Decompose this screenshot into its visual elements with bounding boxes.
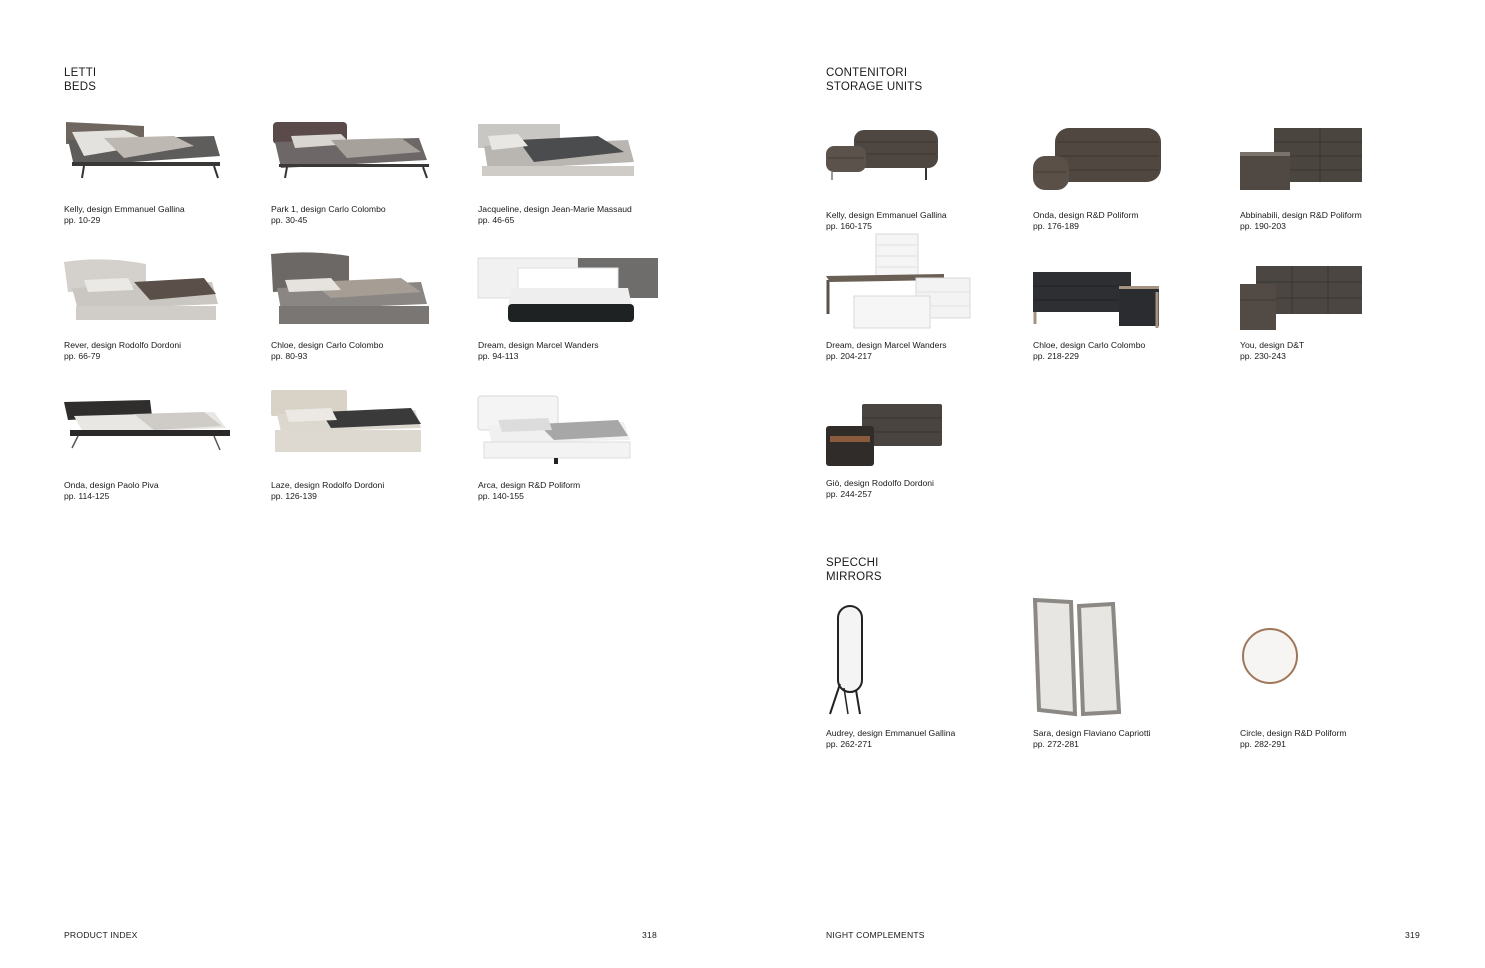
- product-pages: pp. 10-29: [64, 215, 101, 225]
- product-name: Sara, design Flaviano Capriotti: [1033, 728, 1151, 738]
- dresser-icon: [826, 234, 1016, 300]
- storage-title-en: STORAGE UNITS: [826, 81, 923, 93]
- product-card-chloe-bed[interactable]: [271, 252, 461, 361]
- product-card-chloe-storage[interactable]: [1033, 272, 1223, 361]
- footer-left-label: PRODUCT INDEX: [64, 930, 138, 940]
- product-name: Park 1, design Carlo Colombo: [271, 204, 386, 214]
- dresser-icon: [1240, 128, 1430, 194]
- product-pages: pp. 140-155: [478, 491, 524, 501]
- product-caption: [271, 340, 383, 362]
- product-caption: [1033, 728, 1151, 750]
- product-caption: [826, 478, 934, 500]
- product-name: Chloe, design Carlo Colombo: [271, 340, 384, 350]
- bed-icon: [271, 252, 461, 318]
- product-name: Audrey, design Emmanuel Gallina: [826, 728, 956, 738]
- product-caption: [271, 480, 384, 502]
- bed-icon: [64, 122, 254, 188]
- bed-icon: [271, 122, 461, 188]
- product-caption: [478, 340, 599, 362]
- product-card-kelly-bed[interactable]: [64, 122, 254, 225]
- product-pages: pp. 30-45: [271, 215, 308, 225]
- product-name: Arca, design R&D Poliform: [478, 480, 581, 490]
- product-card-dream-bed[interactable]: [478, 258, 668, 361]
- product-name: You, design D&T: [1240, 340, 1305, 350]
- product-name: Dream, design Marcel Wanders: [826, 340, 947, 350]
- dresser-icon: [826, 404, 1016, 470]
- product-caption: [64, 204, 185, 226]
- bed-icon: [271, 390, 461, 456]
- mirrors-title-en: MIRRORS: [826, 571, 882, 583]
- product-caption: [271, 204, 386, 226]
- product-card-gio-storage[interactable]: [826, 404, 1016, 499]
- standing-mirror-icon: [826, 604, 1016, 718]
- right-page: [743, 0, 1485, 968]
- product-card-dream-storage[interactable]: [826, 234, 1016, 361]
- product-pages: pp. 46-65: [478, 215, 515, 225]
- product-card-laze-bed[interactable]: [271, 390, 461, 501]
- product-pages: pp. 244-257: [826, 489, 872, 499]
- product-pages: pp. 204-217: [826, 351, 872, 361]
- product-caption: [64, 340, 181, 362]
- bed-icon: [478, 396, 668, 462]
- beds-section-title: [64, 66, 96, 94]
- product-caption: [1240, 728, 1347, 750]
- mirrors-section-title: [826, 556, 882, 584]
- product-pages: pp. 126-139: [271, 491, 317, 501]
- dresser-icon: [1033, 272, 1223, 338]
- floor-mirror-icon: [1033, 598, 1223, 716]
- product-name: Giò, design Rodolfo Dordoni: [826, 478, 934, 488]
- storage-section-title: [826, 66, 922, 94]
- product-pages: pp. 218-229: [1033, 351, 1079, 361]
- product-caption: [1033, 340, 1145, 362]
- product-pages: pp. 94-113: [478, 351, 519, 361]
- mirrors-title-it: SPECCHI: [826, 557, 879, 569]
- product-pages: pp. 282-291: [1240, 739, 1286, 749]
- dresser-icon: [826, 128, 1016, 194]
- bed-icon: [64, 398, 254, 464]
- footer-right-label: NIGHT COMPLEMENTS: [826, 930, 925, 940]
- product-card-you-storage[interactable]: [1240, 266, 1430, 361]
- product-card-jacqueline-bed[interactable]: [478, 122, 668, 225]
- dresser-icon: [1240, 266, 1430, 332]
- product-caption: [1033, 210, 1139, 232]
- product-caption: [826, 210, 947, 232]
- product-pages: pp. 160-175: [826, 221, 872, 231]
- storage-title-it: CONTENITORI: [826, 67, 908, 79]
- product-caption: [826, 340, 947, 362]
- bed-icon: [478, 258, 668, 324]
- product-pages: pp. 272-281: [1033, 739, 1079, 749]
- product-name: Kelly, design Emmanuel Gallina: [64, 204, 185, 214]
- product-pages: pp. 230-243: [1240, 351, 1286, 361]
- product-name: Dream, design Marcel Wanders: [478, 340, 599, 350]
- product-card-circle-mirror[interactable]: [1240, 626, 1430, 749]
- product-pages: pp. 80-93: [271, 351, 308, 361]
- product-card-arca-bed[interactable]: [478, 396, 668, 501]
- product-card-audrey-mirror[interactable]: [826, 604, 1016, 749]
- product-name: Jacqueline, design Jean-Marie Massaud: [478, 204, 632, 214]
- product-card-onda-storage[interactable]: [1033, 128, 1223, 231]
- beds-title-en: BEDS: [64, 81, 97, 93]
- round-mirror-icon: [1240, 626, 1430, 686]
- product-name: Rever, design Rodolfo Dordoni: [64, 340, 182, 350]
- product-name: Abbinabili, design R&D Poliform: [1240, 210, 1362, 220]
- product-name: Laze, design Rodolfo Dordoni: [271, 480, 385, 490]
- product-name: Chloe, design Carlo Colombo: [1033, 340, 1146, 350]
- product-pages: pp. 190-203: [1240, 221, 1286, 231]
- product-pages: pp. 114-125: [64, 491, 110, 501]
- product-caption: [478, 480, 580, 502]
- product-caption: [826, 728, 955, 750]
- bed-icon: [64, 258, 254, 324]
- product-pages: pp. 66-79: [64, 351, 101, 361]
- product-card-onda-bed[interactable]: [64, 398, 254, 501]
- left-page: [0, 0, 742, 968]
- product-name: Onda, design R&D Poliform: [1033, 210, 1139, 220]
- product-caption: [1240, 340, 1304, 362]
- product-pages: pp. 176-189: [1033, 221, 1079, 231]
- product-name: Circle, design R&D Poliform: [1240, 728, 1347, 738]
- product-caption: [478, 204, 632, 226]
- product-card-park1-bed[interactable]: [271, 122, 461, 225]
- product-card-rever-bed[interactable]: [64, 258, 254, 361]
- dresser-icon: [1033, 128, 1223, 194]
- product-card-abbinabili-storage[interactable]: [1240, 128, 1430, 231]
- product-card-kelly-storage[interactable]: [826, 128, 1016, 231]
- beds-title-it: LETTI: [64, 67, 97, 79]
- bed-icon: [478, 122, 668, 188]
- product-caption: [64, 480, 159, 502]
- product-name: Kelly, design Emmanuel Gallina: [826, 210, 947, 220]
- product-caption: [1240, 210, 1362, 232]
- page-number-left: 318: [642, 930, 657, 940]
- product-card-sara-mirror[interactable]: [1033, 598, 1223, 749]
- product-pages: pp. 262-271: [826, 739, 872, 749]
- product-name: Onda, design Paolo Piva: [64, 480, 159, 490]
- page-number-right: 319: [1405, 930, 1420, 940]
